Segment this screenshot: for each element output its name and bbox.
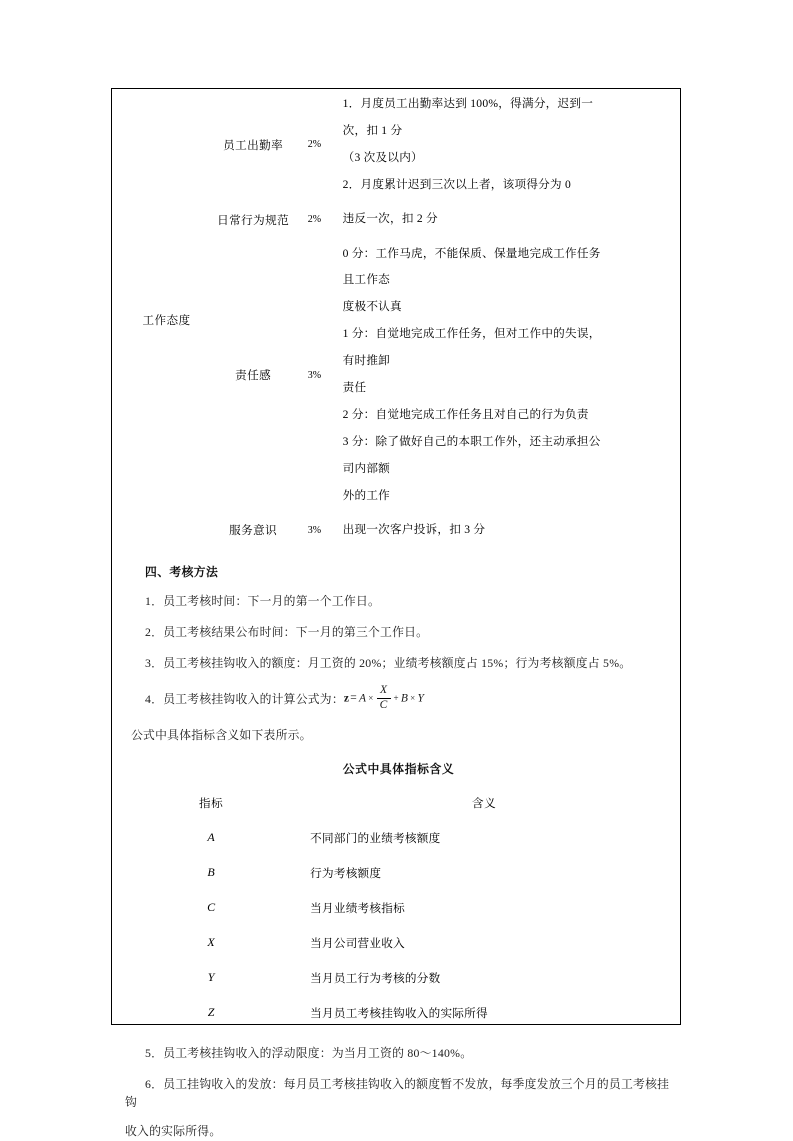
table-row (128, 821, 673, 854)
payout-formula (344, 685, 424, 713)
formula-times-2: × (410, 693, 416, 704)
assessment-method-section (123, 563, 678, 1141)
criteria-item-name: 员工出勤率 (223, 138, 284, 152)
meaning-text: 当月员工行为考核的分数 (310, 971, 441, 985)
meaning-symbol: B (207, 865, 215, 880)
criteria-table (123, 89, 677, 551)
page-border-frame (111, 88, 681, 1139)
criteria-item-weight: 2% (307, 214, 322, 226)
formula-numerator: X (377, 684, 391, 699)
desc-line: 2．月度累计迟到三次以上者，该项得分为 0 (342, 177, 572, 191)
section-heading: 四、考核方法 (145, 565, 219, 580)
criteria-item-score (620, 241, 675, 510)
criteria-item-description (333, 511, 619, 549)
desc-line: 0 分：工作马虎，不能保质、保量地完成工作任务且工作态 (342, 246, 601, 287)
meaning-text: 当月业绩考核指标 (310, 901, 405, 915)
criteria-item-score (620, 201, 675, 239)
meaning-header-symbol: 指标 (198, 796, 224, 810)
meaning-symbol: C (207, 900, 216, 915)
formula-note: 公式中具体指标含义如下表所示。 (131, 727, 312, 742)
criteria-category-cell: 工作态度 (142, 314, 191, 328)
table-row (128, 856, 673, 889)
formula-times-1: × (368, 693, 374, 704)
desc-line: 度极不认真 (342, 300, 402, 314)
meaning-text: 不同部门的业绩考核额度 (310, 831, 441, 845)
criteria-item-name: 日常行为规范 (217, 213, 290, 227)
formula-lead-text: 4．员工考核挂钩收入的计算公式为： (145, 691, 344, 706)
criteria-item-description (333, 241, 619, 510)
section-item-5: 5．员工考核挂钩收入的浮动限度：为当月工资的 80～140%。 (145, 1046, 473, 1061)
desc-line: 出现一次客户投诉，扣 3 分 (342, 523, 486, 537)
formula-y: Y (417, 692, 425, 705)
formula-fraction (377, 684, 391, 712)
table-row (128, 996, 673, 1029)
meaning-text: 当月员工考核挂钩收入的实际所得 (310, 1006, 488, 1020)
section-item-6 (125, 1076, 672, 1111)
desc-line: 1 分：自觉地完成工作任务，但对工作中的失误，有时推卸 (342, 327, 601, 368)
criteria-item-description (333, 91, 619, 199)
page-content (123, 89, 678, 1141)
formula-b: B (400, 692, 409, 705)
meaning-table (126, 784, 675, 1031)
desc-line: 2 分：自觉地完成工作任务且对自己的行为负责 (342, 407, 589, 421)
formula-equals: = (350, 692, 358, 705)
section-item-4 (125, 686, 672, 714)
criteria-item-weight: 3% (307, 369, 322, 381)
formula-plus: + (393, 693, 399, 704)
table-row (128, 891, 673, 924)
criteria-item-description (333, 201, 619, 239)
meaning-symbol: A (207, 830, 215, 845)
table-row (128, 926, 673, 959)
desc-line: 外的工作 (342, 488, 391, 502)
meaning-symbol: Z (207, 1005, 215, 1020)
meaning-symbol: X (207, 935, 215, 950)
formula-z: z (343, 692, 350, 705)
meaning-text: 当月公司营业收入 (310, 936, 405, 950)
criteria-item-score (620, 511, 675, 549)
formula-a: A (359, 692, 367, 705)
criteria-item-score (620, 91, 675, 199)
formula-denominator: C (379, 698, 388, 711)
desc-line: 违反一次，扣 2 分 (342, 212, 438, 226)
desc-line: 1．月度员工出勤率达到 100%，得满分，迟到一次，扣 1 分 (342, 97, 594, 137)
section-item-2: 2．员工考核结果公布时间：下一月的第三个工作日。 (145, 625, 429, 640)
meaning-symbol: Y (207, 970, 215, 985)
desc-line: 3 分：除了做好自己的本职工作外，还主动承担公司内部额 (342, 434, 601, 475)
meaning-table-caption: 公式中具体指标含义 (342, 762, 455, 777)
table-row (128, 961, 673, 994)
criteria-item-weight: 3% (307, 524, 322, 536)
desc-line: （3 次及以内） (342, 150, 423, 164)
section-item-6-line1: 6．员工挂钩收入的发放：每月员工考核挂钩收入的额度暂不发放，每季度发放三个月的员工考核挂钩 (125, 1077, 670, 1109)
desc-line: 责任 (342, 381, 367, 395)
section-item-3: 3．员工考核挂钩收入的额度：月工资的 20%；业绩考核额度占 15%；行为考核额度占 5%。 (145, 655, 632, 670)
section-item-6-wrap: 收入的实际所得。 (125, 1124, 222, 1139)
section-item-1: 1．员工考核时间：下一月的第一个工作日。 (145, 594, 381, 609)
meaning-header-meaning: 含义 (471, 796, 497, 810)
meaning-text: 行为考核额度 (310, 866, 382, 880)
criteria-item-name: 服务意识 (229, 524, 278, 538)
criteria-item-weight: 2% (307, 139, 322, 151)
criteria-item-name: 责任感 (235, 369, 272, 383)
table-header-row (128, 786, 673, 819)
table-row (125, 91, 675, 199)
